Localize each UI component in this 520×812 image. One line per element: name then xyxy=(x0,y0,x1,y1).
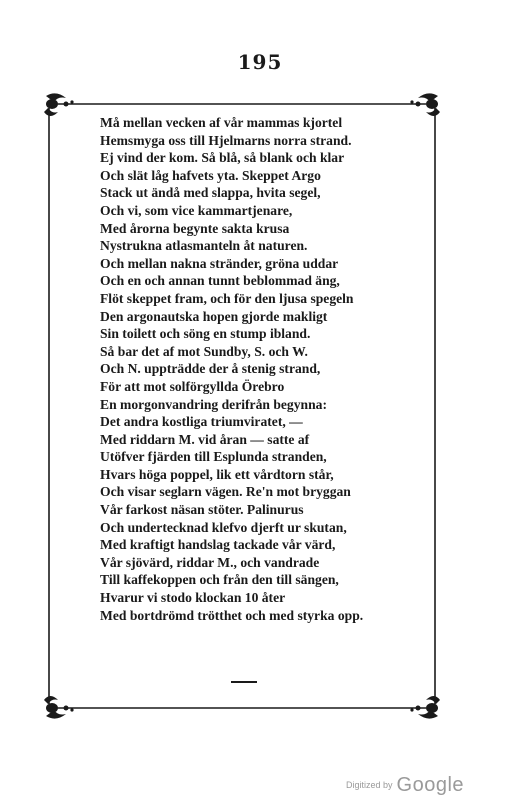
poem-line: Med årorna begynte sakta krusa xyxy=(100,220,290,236)
page-number: 195 xyxy=(237,50,283,74)
poem-line: Och visar seglarn vägen. Re'n mot bryggan xyxy=(100,484,351,500)
closing-rule xyxy=(231,681,257,683)
poem-line: För att mot solförgyllda Örebro xyxy=(100,378,285,394)
corner-ornament-bottom-left xyxy=(44,696,74,719)
poem-line: Hvarur vi stodo klockan 10 åter xyxy=(100,590,286,606)
corner-ornament-bottom-right xyxy=(410,696,440,719)
poem-line: Utöfver fjärden till Esplunda stranden, xyxy=(100,449,327,465)
poem-line: Med kraftigt handslag tackade vår värd, xyxy=(100,537,336,553)
poem-line: Och vi, som vice kammartjenare, xyxy=(100,202,293,218)
poem-line: Så bar det af mot Sundby, S. och W. xyxy=(100,343,308,359)
poem-line: Och slät låg hafvets yta. Skeppet Argo xyxy=(100,167,321,183)
poem-line: Och N. uppträdde der å stenig strand, xyxy=(100,361,321,377)
poem-line: Vår sjövärd, riddar M., och vandrade xyxy=(100,554,320,570)
poem-line: Stack ut ändå med slappa, hvita segel, xyxy=(100,185,321,201)
poem-line: Det andra kostliga triumviratet, — xyxy=(100,414,303,430)
poem-line: Den argonautska hopen gjorde makligt xyxy=(100,308,328,324)
poem-line: Nystrukna atlasmanteln åt naturen. xyxy=(100,238,308,254)
digitized-by-label: Digitized by xyxy=(346,780,393,790)
poem-line: Må mellan vecken af vår mammas kjortel xyxy=(100,115,343,130)
corner-ornament-top-left xyxy=(44,93,74,116)
poem-line: Hvars höga poppel, lik ett vårdtorn står, xyxy=(100,466,334,482)
poem-line: Med riddarn M. vid åran — satte af xyxy=(100,431,310,447)
poem-text xyxy=(100,114,420,624)
poem-line: Med bortdrömd trötthet och med styrka opp. xyxy=(100,607,364,623)
corner-ornament-top-right xyxy=(410,93,440,116)
poem-line: Till kaffekoppen och från den till sängen, xyxy=(100,572,339,588)
poem-line: Vår farkost näsan stöter. Palinurus xyxy=(100,502,304,518)
google-logo: Google xyxy=(396,774,465,796)
poem-line: Hemsmyga oss till Hjelmarns norra strand. xyxy=(100,132,352,148)
poem-line: Och mellan nakna stränder, gröna uddar xyxy=(100,255,339,271)
poem-line: Sin toilett och söng en stump ibland. xyxy=(100,326,311,342)
digitized-by-watermark xyxy=(346,774,464,797)
poem-line: Och undertecknad klefvo djerft ur skutan, xyxy=(100,519,347,535)
poem-line: En morgonvandring derifrån begynna: xyxy=(100,396,327,412)
poem-line: Och en och annan tunnt beblommad äng, xyxy=(100,273,340,289)
poem-line: Flöt skeppet fram, och för den ljusa spegeln xyxy=(100,290,354,306)
poem-line: Ej vind der kom. Så blå, så blank och klar xyxy=(100,150,345,166)
